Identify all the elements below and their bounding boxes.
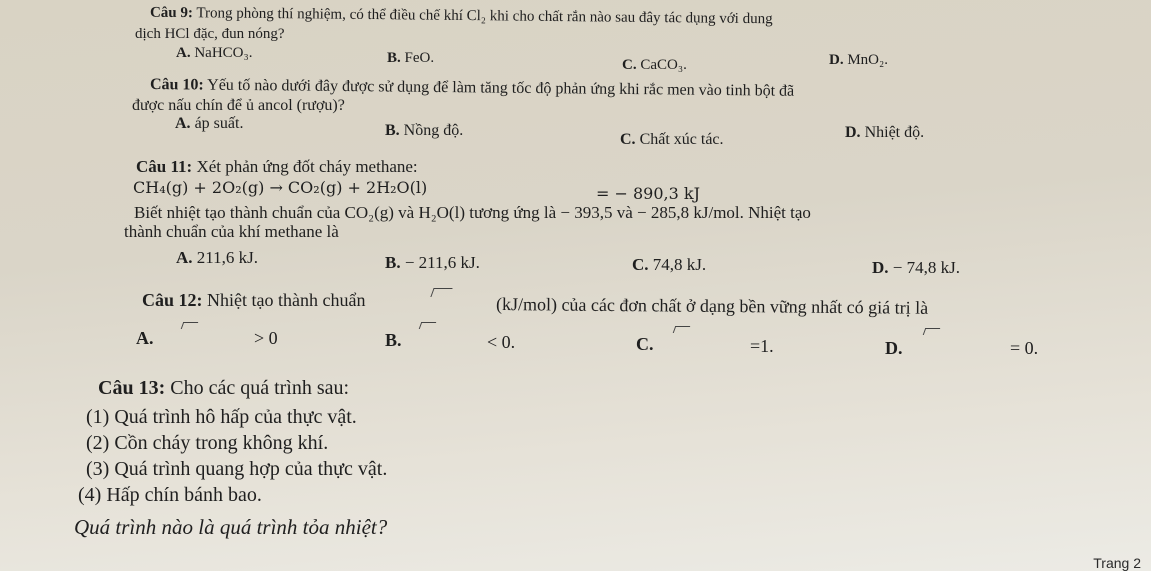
q10-option-c: C. Chất xúc tác.: [620, 131, 724, 148]
q12-option-d-label: D.: [885, 338, 903, 358]
q11-option-b: B. − 211,6 kJ.: [385, 253, 480, 272]
q13-stem: Câu 13: Cho các quá trình sau:: [98, 377, 350, 399]
q12-stem-part1: Câu 12: Nhiệt tạo thành chuẩn: [142, 290, 366, 310]
q11-option-d: D. − 74,8 kJ.: [872, 258, 960, 277]
enthalpy-mark-c: [673, 326, 691, 333]
q12-option-c-label: C.: [636, 334, 654, 354]
enthalpy-mark-d: [923, 328, 941, 335]
q12-option-a-label: A.: [136, 328, 154, 348]
page-number: Trang 2: [1093, 555, 1141, 571]
q13-item-3: (3) Quá trình quang hợp của thực vật.: [86, 458, 388, 480]
q9-option-c: C. CaCO₃.: [622, 57, 687, 73]
q11-enthalpy: = − 890,3 kJ: [596, 184, 700, 203]
q11-stem-line4: thành chuẩn của khí methane là: [124, 222, 339, 241]
q13-item-4: (4) Hấp chín bánh bao.: [78, 484, 262, 506]
q11-stem-line3: Biết nhiệt tạo thành chuẩn của CO₂(g) và H₂O(l) tương ứng là − 393,5 và − 285,8 kJ/mol. Nhiệt tạo: [134, 203, 811, 222]
q12-option-c-value: =1.: [750, 336, 774, 356]
q13-item-2: (2) Cồn cháy trong không khí.: [86, 432, 329, 454]
q9-option-b: B. FeO.: [387, 50, 435, 66]
q11-stem-line1: Câu 11: Xét phản ứng đốt cháy methane:: [136, 157, 418, 176]
q9-stem-line2: dịch HCl đặc, đun nóng?: [135, 26, 285, 42]
q10-option-d: D. Nhiệt độ.: [845, 124, 925, 141]
q10-stem-line1: Câu 10: Yếu tố nào dưới đây được sử dụng để làm tăng tốc độ phản ứng khi rắc men vào tinh bột đã: [149, 76, 795, 100]
enthalpy-symbol-mark: [430, 288, 452, 297]
q12-option-d-value: = 0.: [1010, 338, 1039, 358]
enthalpy-mark-a: [181, 322, 199, 329]
q13-question: Quá trình nào là quá trình tỏa nhiệt?: [74, 515, 388, 539]
enthalpy-mark-b: [419, 322, 437, 329]
q10-option-b: B. Nồng độ.: [385, 122, 464, 139]
q9-stem-line1: Câu 9: Trong phòng thí nghiệm, có thể điều chế khí Cl₂ khi cho chất rắn nào sau đây tác dụng với dung: [149, 4, 773, 28]
q12-option-b-label: B.: [385, 330, 402, 350]
q11-equation: CH₄(g) + 2O₂(g) → CO₂(g) + 2H₂O(l): [133, 178, 428, 197]
q9-option-d: D. MnO₂.: [829, 52, 888, 68]
q10-option-a: A. áp suất.: [175, 115, 244, 132]
q12-stem-part2: (kJ/mol) của các đơn chất ở dạng bền vững nhất có giá trị là: [495, 294, 929, 318]
q11-option-a: A. 211,6 kJ.: [176, 248, 259, 267]
q11-option-c: C. 74,8 kJ.: [632, 255, 707, 274]
q13-item-1: (1) Quá trình hô hấp của thực vật.: [86, 406, 357, 428]
q12-option-b-value: < 0.: [487, 332, 516, 352]
q12-option-a-value: > 0: [254, 328, 278, 348]
q9-option-a: A. NaHCO₃.: [176, 45, 253, 61]
q10-stem-line2: được nấu chín để ủ ancol (rượu)?: [132, 97, 345, 114]
